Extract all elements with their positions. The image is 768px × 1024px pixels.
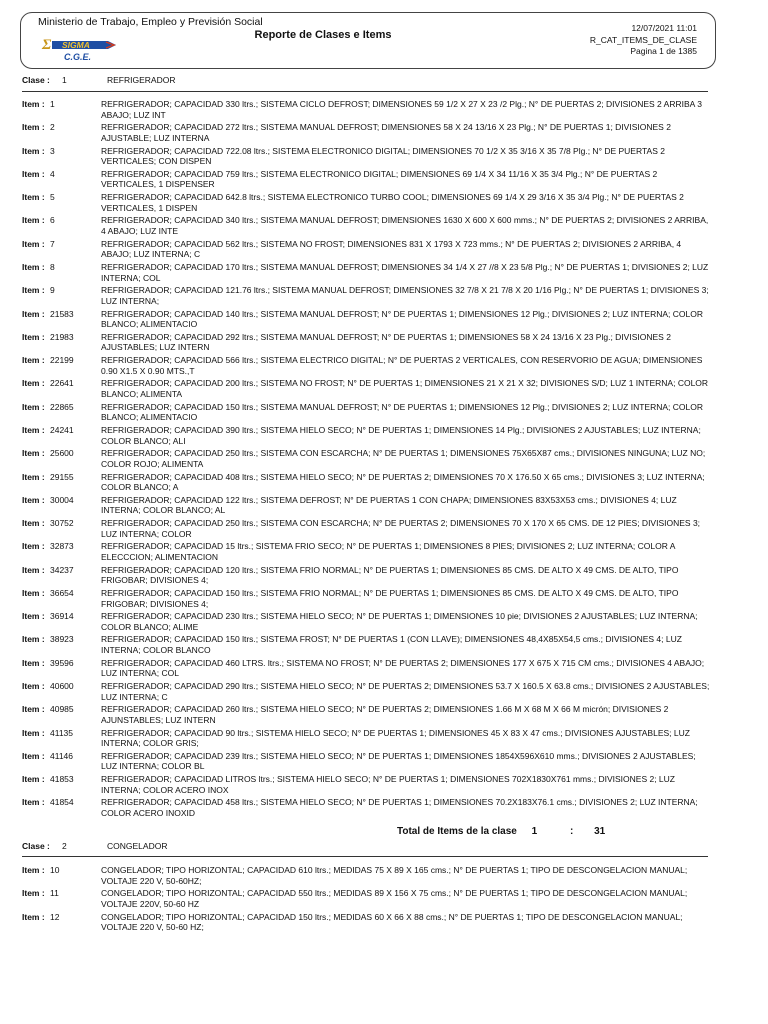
item-label: Item :	[22, 192, 45, 203]
item-code: 9	[50, 285, 55, 296]
item-label: Item :	[22, 448, 45, 459]
item-description: REFRIGERADOR; CAPACIDAD 390 ltrs.; SISTEMA HIELO SECO; N° DE PUERTAS 1; DIMENSIONES 14 Plg.; DIVISIONES 2 AJUSTABLES; LUZ INTERNA; COLOR BLANCO; ALI	[101, 424, 701, 446]
item-code: 1	[50, 99, 55, 109]
item-code: 10	[50, 865, 60, 875]
item-row	[22, 309, 712, 330]
item-label: Item :	[22, 911, 45, 922]
item-code: 22641	[50, 378, 74, 389]
item-row	[22, 146, 712, 167]
item-row	[22, 378, 712, 399]
item-description: REFRIGERADOR; CAPACIDAD 272 ltrs.; SISTEMA MANUAL DEFROST; DIMENSIONES 58 X 24 13/16 X 23 Plg.; N° DE PUERTAS 1; DIVISIONES 2 AJUSTABLE; LUZ INTERNA	[101, 122, 671, 143]
item-code: 5	[50, 192, 55, 203]
item-label: Item :	[22, 215, 45, 226]
item-code: 41135	[50, 727, 74, 738]
item-description: REFRIGERADOR; CAPACIDAD 759 ltrs.; SISTEMA ELECTRONICO DIGITAL; DIMENSIONES 69 1/4 X 34 11/16 X 35 3/4 Plg.; N° DE PUERTAS 2 VERTICALES, 1 DISPENSER	[101, 168, 658, 190]
item-row	[22, 402, 712, 423]
item-description: REFRIGERADOR; CAPACIDAD 340 ltrs.; SISTEMA MANUAL DEFROST; DIMENSIONES 1630 X 600 X 600 mms.; N° DE PUERTAS 2; DIVISIONES 2 ARRIBA, 4 ABAJO; LUZ INTE	[101, 215, 709, 236]
item-row	[22, 518, 712, 539]
item-code: 8	[50, 261, 55, 272]
item-code: 2	[50, 122, 55, 133]
class-heading-2	[22, 841, 422, 853]
class-name: CONGELADOR	[107, 841, 168, 851]
item-code: 21983	[50, 331, 74, 342]
total-label: Total de Items de la clase	[397, 826, 517, 837]
report-code: R_CAT_ITEMS_DE_CLASE	[589, 35, 697, 45]
item-label: Item :	[22, 122, 45, 133]
item-description: REFRIGERADOR; CAPACIDAD 200 ltrs.; SISTEMA NO FROST; N° DE PUERTAS 1; DIMENSIONES 21 X 21 X 32; DIVISIONES S/D; LUZ 1 INTERNA; COLOR BLANCO; ALIMENTA	[101, 378, 709, 399]
item-label: Item :	[22, 471, 45, 482]
item-label: Item :	[22, 401, 45, 412]
item-code: 21583	[50, 308, 74, 319]
total-colon: :	[570, 826, 574, 837]
total-class-number: 1	[531, 826, 538, 837]
item-row	[22, 704, 712, 725]
item-row	[22, 355, 712, 376]
item-code: 25600	[50, 448, 74, 459]
item-label: Item :	[22, 657, 45, 668]
item-row	[22, 99, 712, 120]
item-row	[22, 888, 712, 909]
item-code: 24241	[50, 424, 74, 435]
item-label: Item :	[22, 308, 45, 319]
item-row	[22, 865, 712, 886]
item-row	[22, 912, 712, 933]
item-label: Item :	[22, 355, 45, 366]
item-description: REFRIGERADOR; CAPACIDAD 140 ltrs.; SISTEMA MANUAL DEFROST; N° DE PUERTAS 1; DIMENSIONES 12 Plg.; DIVISIONES 2; LUZ INTERNA; COLOR BLANCO; ALIMENTACIO	[101, 308, 703, 330]
item-label: Item :	[22, 541, 45, 552]
item-code: 36914	[50, 611, 74, 622]
item-row	[22, 541, 712, 562]
item-code: 41146	[50, 750, 74, 761]
item-description: REFRIGERADOR; CAPACIDAD 239 ltrs.; SISTEMA HIELO SECO; N° DE PUERTAS 1; DIMENSIONES 1854X596X610 mms.; DIVISIONES 2 AJUSTABLES; LUZ INTERNA; COLOR BL	[101, 750, 696, 772]
item-row	[22, 215, 712, 236]
class-divider	[22, 856, 708, 857]
report-title: Reporte de Clases e Items	[254, 29, 392, 41]
item-description: REFRIGERADOR; CAPACIDAD 330 ltrs.; SISTEMA CICLO DEFROST; DIMENSIONES 59 1/2 X 27 X 23 /2 Plg.; N° DE PUERTAS 2; DIVISIONES 2 ARRIBA 3 ABAJO; LUZ INT	[101, 99, 702, 120]
item-description: REFRIGERADOR; CAPACIDAD 292 ltrs.; SISTEMA MANUAL DEFROST; N° DE PUERTAS 1; DIMENSIONES 58 X 24 13/16 X 23 Plg.; DIVISIONES 2 AJUSTABLES; LUZ INTERN	[101, 331, 671, 353]
item-row	[22, 285, 712, 306]
item-code: 32873	[50, 541, 74, 552]
item-row	[22, 472, 712, 493]
item-row	[22, 169, 712, 190]
item-description: REFRIGERADOR; CAPACIDAD LITROS ltrs.; SISTEMA HIELO SECO; N° DE PUERTAS 1; DIMENSIONES 702X1830X761 mms.; DIVISIONES 2; LUZ INTERNA; COLOR ACERO INOX	[101, 774, 675, 795]
item-row	[22, 751, 712, 772]
item-label: Item :	[22, 331, 45, 342]
item-code: 6	[50, 215, 55, 226]
item-label: Item :	[22, 238, 45, 249]
item-row	[22, 122, 712, 143]
item-description: REFRIGERADOR; CAPACIDAD 458 ltrs.; SISTEMA HIELO SECO; N° DE PUERTAS 1; DIMENSIONES 70.2X183X76.1 cms.; DIVISIONES 2; LUZ INTERNA; COLOR ACERO INOXID	[101, 797, 698, 819]
item-row	[22, 658, 712, 679]
item-row	[22, 588, 712, 609]
item-description: REFRIGERADOR; CAPACIDAD 15 ltrs.; SISTEMA FRIO SECO; N° DE PUERTAS 1; DIMENSIONES 8 PIES; DIVISIONES 2; LUZ INTERNA; COLOR A ELECCCION; ALIMENTACION	[101, 541, 675, 562]
item-description: REFRIGERADOR; CAPACIDAD 121.76 ltrs.; SISTEMA MANUAL DEFROST; DIMENSIONES 32 7/8 X 21 7/8 X 20 1/16 Plg.; N° DE PUERTAS 1; DIVISIONES 3; LUZ INTERNA;	[101, 285, 709, 306]
item-code: 39596	[50, 657, 74, 668]
item-code: 3	[50, 145, 55, 156]
item-code: 11	[50, 888, 59, 899]
item-description: REFRIGERADOR; CAPACIDAD 90 ltrs.; SISTEMA HIELO SECO; N° DE PUERTAS 1; DIMENSIONES 45 X 83 X 47 cms.; DIVISIONES AJUSTABLES; LUZ INTERNA; COLOR GRIS;	[101, 727, 690, 749]
item-description: REFRIGERADOR; CAPACIDAD 642.8 ltrs.; SISTEMA ELECTRONICO TURBO COOL; DIMENSIONES 69 1/4 X 29 3/16 X 35 3/4 Plg.; N° DE PUERTAS 2 VERTICALES, 1 DISPEN	[101, 192, 684, 213]
item-label: Item :	[22, 797, 45, 808]
item-label: Item :	[22, 168, 45, 179]
item-list-class-2	[22, 865, 712, 935]
item-label: Item :	[22, 774, 45, 785]
item-row	[22, 448, 712, 469]
item-label: Item :	[22, 587, 45, 598]
total-count: 31	[594, 826, 606, 837]
item-description: REFRIGERADOR; CAPACIDAD 250 ltrs.; SISTEMA CON ESCARCHA; N° DE PUERTAS 2; DIMENSIONES 70 X 170 X 65 CMS. DE 12 PIES; DIVISIONES 3; LUZ INTERNA; COLOR	[101, 518, 701, 539]
item-row	[22, 495, 712, 516]
item-label: Item :	[22, 424, 45, 435]
item-code: 30752	[50, 518, 74, 529]
item-row	[22, 262, 712, 283]
item-row	[22, 728, 712, 749]
item-code: 12	[50, 911, 60, 922]
item-code: 40600	[50, 681, 74, 692]
item-code: 40985	[50, 704, 74, 715]
item-label: Item :	[22, 704, 45, 715]
item-code: 34237	[50, 564, 74, 575]
item-code: 30004	[50, 494, 74, 505]
item-label: Item :	[22, 261, 45, 272]
item-label: Item :	[22, 285, 45, 296]
item-label: Item :	[22, 518, 45, 529]
item-description: REFRIGERADOR; CAPACIDAD 150 ltrs.; SISTEMA FRIO NORMAL; N° DE PUERTAS 1; DIMENSIONES 85 CMS. DE ALTO X 49 CMS. DE ALTO, TIPO FRIGOBAR; DIVISIONES 4;	[101, 587, 679, 609]
class-name: REFRIGERADOR	[107, 75, 176, 85]
item-description: REFRIGERADOR; CAPACIDAD 230 ltrs.; SISTEMA HIELO SECO; N° DE PUERTAS 1; DIMENSIONES 10 pie; DIVISIONES 2 AJUSTABLES; LUZ INTERNA; COLOR BLANCO; ALIME	[101, 611, 698, 632]
class-divider	[22, 91, 708, 92]
item-label: Item :	[22, 865, 45, 875]
logo-sigma-text: SIGMA	[62, 40, 90, 51]
item-description: REFRIGERADOR; CAPACIDAD 170 ltrs.; SISTEMA MANUAL DEFROST; DIMENSIONES 34 1/4 X 27 //8 X 23 5/8 Plg.; N° DE PUERTAS 1; DIVISIONES 2; LUZ INTERNA; COL	[101, 261, 709, 283]
item-row	[22, 611, 712, 632]
sigma-cge-logo	[40, 35, 120, 63]
item-code: 7	[50, 238, 55, 249]
item-description: CONGELADOR; TIPO HORIZONTAL; CAPACIDAD 550 ltrs.; MEDIDAS 89 X 156 X 75 cms.; N° DE PUERTAS 1; TIPO DE DESCONGELACION MANUAL; VOLTAJE 220V, 50-60 HZ	[101, 888, 688, 909]
item-label: Item :	[22, 727, 45, 738]
item-description: REFRIGERADOR; CAPACIDAD 122 ltrs.; SISTEMA DEFROST; N° DE PUERTAS 1 CON CHAPA; DIMENSIONES 83X53X53 cms.; DIVISIONES 4; LUZ INTERNA; COLOR BLANCO; AL	[101, 494, 677, 516]
item-row	[22, 797, 712, 818]
class-label: Clase :	[22, 841, 50, 851]
item-row	[22, 565, 712, 586]
item-code: 36654	[50, 587, 74, 598]
svg-text:Σ: Σ	[42, 37, 52, 53]
item-description: REFRIGERADOR; CAPACIDAD 260 ltrs.; SISTEMA HIELO SECO; N° DE PUERTAS 2; DIMENSIONES 1.66 M X 68 M X 66 M micrón; DIVISIONES 2 AJUNSTABLES; LUZ INTERN	[101, 704, 669, 725]
item-row	[22, 634, 712, 655]
item-code: 22865	[50, 401, 74, 412]
item-code: 4	[50, 168, 55, 179]
item-label: Item :	[22, 494, 45, 505]
item-description: REFRIGERADOR; CAPACIDAD 150 ltrs.; SISTEMA MANUAL DEFROST; N° DE PUERTAS 1; DIMENSIONES 12 Plg.; DIVISIONES 2; LUZ INTERNA; COLOR BLANCO; ALIMENTACIO	[101, 401, 703, 423]
item-description: REFRIGERADOR; CAPACIDAD 722.08 ltrs.; SISTEMA ELECTRONICO DIGITAL; DIMENSIONES 70 1/2 X 35 3/16 X 35 7/8 Plg.; N° DE PUERTAS 2 VERTICALES; CON DISPEN	[101, 145, 665, 167]
item-label: Item :	[22, 611, 45, 622]
item-code: 22199	[50, 355, 74, 366]
item-row	[22, 681, 712, 702]
item-code: 29155	[50, 471, 74, 482]
item-description: REFRIGERADOR; CAPACIDAD 566 ltrs.; SISTEMA ELECTRICO DIGITAL; N° DE PUERTAS 2 VERTICALES, CON RESERVORIO DE AGUA; DIMENSIONES 0.90 X1.5 X 0.90 MTS.,T	[101, 355, 703, 376]
item-row	[22, 332, 712, 353]
page-number: Pagina 1 de 1385	[630, 46, 697, 56]
item-description: CONGELADOR; TIPO HORIZONTAL; CAPACIDAD 610 ltrs.; MEDIDAS 75 X 89 X 165 cms.; N° DE PUERTAS 1; TIPO DE DESCONGELACION MANUAL; VOLTAJE 220 V, 50-60HZ;	[101, 865, 688, 886]
item-code: 38923	[50, 634, 74, 645]
class-total	[397, 826, 605, 837]
item-description: REFRIGERADOR; CAPACIDAD 562 ltrs.; SISTEMA NO FROST; DIMENSIONES 831 X 1793 X 723 mms.; N° DE PUERTAS 2; DIVISIONES 2 ARRIBA, 4 ABAJO; LUZ INTERNA; C	[101, 238, 682, 260]
item-description: REFRIGERADOR; CAPACIDAD 460 LTRS. ltrs.; SISTEMA NO FROST; N° DE PUERTAS 2; DIMENSIONES 177 X 675 X 715 CM cms.; DIVISIONES 4 ABAJO; LUZ INTERNA; COL	[101, 657, 705, 679]
item-label: Item :	[22, 681, 45, 692]
item-label: Item :	[22, 145, 45, 156]
item-label: Item :	[22, 888, 45, 899]
item-label: Item :	[22, 99, 45, 109]
item-row	[22, 774, 712, 795]
item-label: Item :	[22, 564, 45, 575]
item-description: REFRIGERADOR; CAPACIDAD 408 ltrs.; SISTEMA HIELO SECO; N° DE PUERTAS 2; DIMENSIONES 70 X 176.50 X 65 cms.; DIVISIONES 3; LUZ INTERNA; COLOR BLANCO; A	[101, 471, 705, 493]
item-description: REFRIGERADOR; CAPACIDAD 120 ltrs.; SISTEMA FRIO NORMAL; N° DE PUERTAS 1; DIMENSIONES 85 CMS. DE ALTO X 49 CMS. DE ALTO, TIPO FRIGOBAR; DIVISIONES 4;	[101, 564, 679, 586]
item-list-class-1	[22, 99, 712, 821]
item-label: Item :	[22, 634, 45, 645]
item-description: REFRIGERADOR; CAPACIDAD 290 ltrs.; SISTEMA HIELO SECO; N° DE PUERTAS 2; DIMENSIONES 53.7 X 160.5 X 63.8 cms.; DIVISIONES 2 AJUSTABLES; LUZ INTERNA; C	[101, 681, 710, 702]
ministry-name: Ministerio de Trabajo, Empleo y Previsión Social	[38, 16, 263, 28]
class-label: Clase :	[22, 75, 50, 85]
item-row	[22, 425, 712, 446]
item-code: 41853	[50, 774, 74, 785]
report-datetime: 12/07/2021 11:01	[631, 23, 697, 33]
item-description: REFRIGERADOR; CAPACIDAD 150 ltrs.; SISTEMA FROST; N° DE PUERTAS 1 (CON LLAVE); DIMENSIONES 48,4X85X54,5 cms.; DIVISIONES 4; LUZ INTERNA; COLOR BLANCO	[101, 634, 682, 656]
item-row	[22, 192, 712, 213]
item-label: Item :	[22, 750, 45, 761]
logo-cge-text: C.G.E.	[64, 52, 92, 62]
class-number: 1	[62, 75, 67, 85]
item-row	[22, 239, 712, 260]
item-label: Item :	[22, 378, 45, 389]
item-description: CONGELADOR; TIPO HORIZONTAL; CAPACIDAD 150 ltrs.; MEDIDAS 60 X 66 X 88 cms.; N° DE PUERTAS 1; TIPO DE DESCONGELACION MANUAL; VOLTAJE 220 V, 50-60 HZ;	[101, 911, 683, 933]
class-number: 2	[62, 841, 67, 851]
class-heading-1	[22, 75, 422, 87]
item-code: 41854	[50, 797, 74, 808]
item-description: REFRIGERADOR; CAPACIDAD 250 ltrs.; SISTEMA CON ESCARCHA; N° DE PUERTAS 1; DIMENSIONES 75X65X87 cms.; DIVISIONES NINGUNA; LUZ NO; COLOR ROJO; ALIMENTA	[101, 448, 706, 469]
